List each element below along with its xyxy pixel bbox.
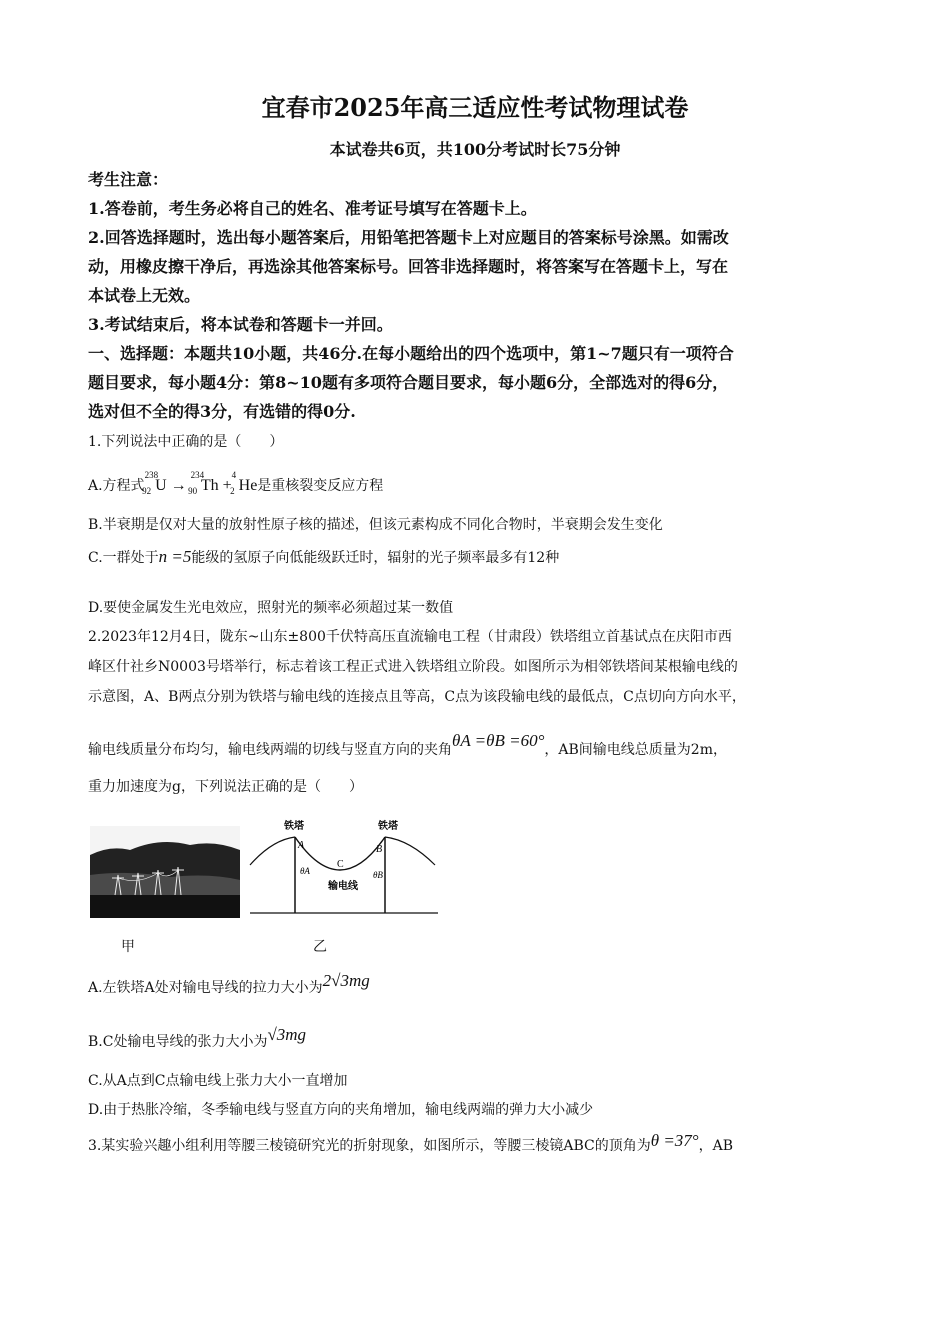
caption-yi: 乙: [313, 939, 327, 955]
q2-stem-line3: 示意图，A、B两点分别为铁塔与输电线的连接点且等高，C点为该段输电线的最低点，C点切向方向水平，: [88, 689, 746, 705]
q3-stem: 3.某实验兴趣小组利用等腰三棱镜研究光的折射现象，如图所示，等腰三棱镜ABC的顶角为θ =37°，AB: [88, 1131, 734, 1154]
notice-item-1: 1.答卷前，考生务必将自己的姓名、准考证号填写在答题卡上。: [88, 199, 537, 218]
q2-option-a: A.左铁塔A处对输电导线的拉力大小为2√3mg: [88, 971, 370, 996]
caption-jia: 甲: [121, 939, 135, 955]
q2-stem-line5: 重力加速度为g，下列说法正确的是（ ）: [88, 779, 363, 795]
page-subtitle: 本试卷共6页，共100分考试时长75分钟: [329, 140, 621, 159]
label-C: C: [337, 859, 344, 870]
label-B: B: [376, 844, 383, 855]
q2-figure: [90, 815, 440, 924]
q2-stem-line4: 输电线质量分布均匀，输电线两端的切线与竖直方向的夹角θA =θB =60°，AB间输电线总质量为2m，: [88, 731, 727, 758]
page-title: 宜春市2025年高三适应性考试物理试卷: [261, 93, 689, 122]
q2-option-d: D.由于热胀冷缩，冬季输电线与竖直方向的夹角增加，输电线两端的弹力大小减少: [88, 1102, 594, 1118]
q1-option-c: C.一群处于n =5能级的氢原子向低能级跃迁时，辐射的光子频率最多有12种: [88, 547, 560, 566]
q2-figure-svg: [90, 815, 440, 920]
q1-stem: 1.下列说法中正确的是（ ）: [88, 434, 284, 450]
q1-option-b: B.半衰期是仅对大量的放射性原子核的描述，但该元素构成不同化合物时，半衰期会发生变化: [88, 517, 663, 533]
q1-option-d: D.要使金属发生光电效应，照射光的频率必须超过某一数值: [88, 600, 454, 616]
label-wire: 输电线: [328, 881, 358, 892]
label-tower-left: 铁塔: [284, 821, 304, 832]
label-tower-right: 铁塔: [378, 821, 398, 832]
diagram-yi: [250, 819, 438, 913]
notice-item-2c: 本试卷上无效。: [88, 286, 201, 305]
section-instructions-b: 题目要求，每小题4分：第8~10题有多项符合题目要求，每小题6分，全部选对的得6分，: [88, 373, 729, 392]
section-instructions-a: 一、选择题：本题共10小题，共46分.在每小题给出的四个选项中，第1~7题只有一项符合: [88, 344, 734, 363]
q2-option-b: B.C处输电导线的张力大小为√3mg: [88, 1025, 307, 1050]
notice-item-2b: 动，用橡皮擦干净后，再选涂其他答案标号。回答非选择题时，将答案写在答题卡上，写在: [88, 257, 729, 276]
nuclear-equation: $^{238}_{92}$ U → $^{234}_{90}$ Th +$^4_2$ He: [142, 470, 258, 497]
notice-item-2a: 2.回答选择题时，选出每小题答案后，用铅笔把答题卡上对应题目的答案标号涂黑。如需改: [88, 228, 729, 247]
q1-option-a: A.方程式$^{238}_{92}$ U → $^{234}_{90}$ Th +$^4_2$ He是重核裂变反应方程: [88, 461, 878, 505]
q2-stem-line1: 2.2023年12月4日，陇东~山东±800千伏特高压直流输电工程（甘肃段）铁塔组立首基试点在庆阳市西: [88, 629, 732, 645]
label-A: A: [298, 840, 305, 851]
q2-stem-line2: 峰区什社乡N0003号塔举行，标志着该工程正式进入铁塔组立阶段。如图所示为相邻铁塔间某根输电线的: [88, 659, 738, 675]
section-instructions-c: 选对但不全的得3分，有选错的得0分.: [88, 402, 356, 421]
notice-heading: 考生注意：: [88, 170, 169, 189]
notice-item-3: 3.考试结束后，将本试卷和答题卡一并回。: [88, 315, 393, 334]
label-thetaB: θB: [373, 870, 383, 880]
photo-jia: [90, 818, 240, 918]
q2-option-c: C.从A点到C点输电线上张力大小一直增加: [88, 1073, 348, 1089]
label-thetaA: θA: [300, 866, 310, 876]
